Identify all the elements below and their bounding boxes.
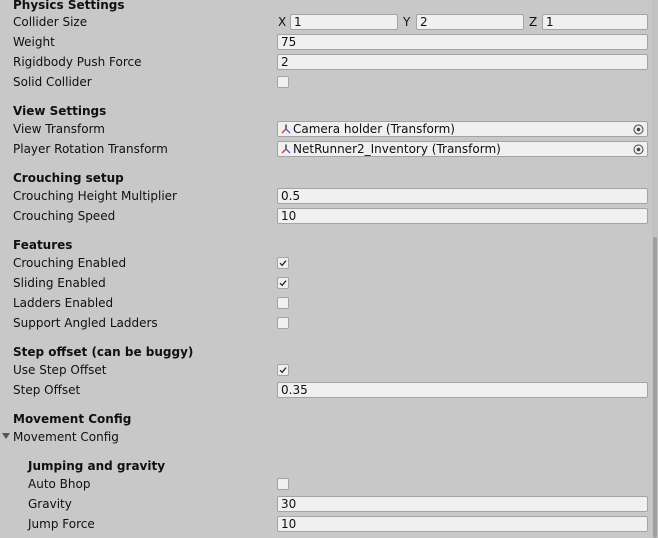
crouching-enabled-row (0, 254, 652, 274)
use-step-offset-label: Use Step Offset (13, 363, 107, 377)
collider-size-x-field[interactable]: 1 (290, 14, 398, 30)
collider-size-label: Collider Size (13, 15, 88, 29)
gravity-field[interactable]: 30 (277, 496, 648, 512)
section-title: View Settings (13, 104, 107, 118)
view-transform-label: View Transform (13, 122, 105, 136)
weight-row (0, 33, 652, 53)
section-title: Step offset (can be buggy) (13, 345, 194, 359)
sliding-enabled-checkbox[interactable] (277, 277, 289, 289)
collider-size-y-field[interactable]: 2 (416, 14, 524, 30)
push-force-label: Rigidbody Push Force (13, 55, 142, 69)
player-rotation-value: NetRunner2_Inventory (Transform) (293, 142, 501, 156)
push-force-field[interactable]: 2 (277, 54, 648, 70)
weight-label: Weight (13, 35, 55, 49)
vertical-scrollbar[interactable] (652, 0, 658, 538)
player-rotation-row (0, 140, 652, 160)
step-offset-label: Step Offset (13, 383, 81, 397)
object-picker-icon[interactable] (633, 144, 644, 155)
sliding-enabled-label: Sliding Enabled (13, 276, 106, 290)
transform-icon (281, 124, 291, 134)
movement-config-foldout[interactable] (0, 428, 652, 448)
angled-ladders-row (0, 314, 652, 334)
section-title: Jumping and gravity (28, 459, 166, 473)
section-title: Crouching setup (13, 171, 124, 185)
gravity-label: Gravity (28, 497, 72, 511)
view-transform-field[interactable] (277, 121, 648, 137)
step-offset-field[interactable]: 0.35 (277, 382, 648, 398)
angled-ladders-checkbox[interactable] (277, 317, 289, 329)
crouching-enabled-checkbox[interactable] (277, 257, 289, 269)
ladders-enabled-row (0, 294, 652, 314)
angled-ladders-label: Support Angled Ladders (13, 316, 158, 330)
object-picker-icon[interactable] (633, 124, 644, 135)
step-offset-header (0, 343, 652, 363)
crouch-speed-label: Crouching Speed (13, 209, 116, 223)
collider-size-row (0, 13, 652, 33)
checkmark-icon (279, 366, 287, 374)
jump-force-label: Jump Force (28, 517, 95, 531)
features-header (0, 236, 652, 256)
jump-force-field[interactable]: 10 (277, 516, 648, 532)
player-rotation-label: Player Rotation Transform (13, 142, 168, 156)
use-step-offset-checkbox[interactable] (277, 364, 289, 376)
collider-size-z-field[interactable]: 1 (542, 14, 648, 30)
ladders-enabled-label: Ladders Enabled (13, 296, 114, 310)
auto-bhop-label: Auto Bhop (28, 477, 91, 491)
solid-collider-label: Solid Collider (13, 75, 92, 89)
checkmark-icon (279, 279, 287, 287)
view-settings-header (0, 102, 652, 122)
x-axis-label[interactable]: X (278, 15, 287, 29)
crouch-height-field[interactable]: 0.5 (277, 188, 648, 204)
gravity-row (0, 495, 652, 515)
section-title: Movement Config (13, 412, 132, 426)
scrollbar-thumb[interactable] (653, 237, 657, 538)
transform-icon (281, 144, 291, 154)
section-title: Physics Settings (13, 0, 125, 12)
solid-collider-row (0, 73, 652, 93)
section-title: Features (13, 238, 73, 252)
jumping-gravity-header (0, 457, 652, 477)
crouch-height-row (0, 187, 652, 207)
solid-collider-checkbox[interactable] (277, 76, 289, 88)
crouch-speed-row (0, 207, 652, 227)
checkmark-icon (279, 259, 287, 267)
y-axis-label[interactable]: Y (403, 15, 411, 29)
foldout-arrow-icon[interactable] (2, 433, 10, 440)
use-step-offset-row (0, 361, 652, 381)
crouch-speed-field[interactable]: 10 (277, 208, 648, 224)
movement-config-header (0, 410, 652, 430)
crouching-setup-header (0, 169, 652, 189)
step-offset-row (0, 381, 652, 401)
jump-force-row (0, 515, 652, 535)
ladders-enabled-checkbox[interactable] (277, 297, 289, 309)
crouching-enabled-label: Crouching Enabled (13, 256, 127, 270)
crouch-height-label: Crouching Height Multiplier (13, 189, 177, 203)
z-axis-label[interactable]: Z (529, 15, 538, 29)
auto-bhop-row (0, 475, 652, 495)
weight-field[interactable]: 75 (277, 34, 648, 50)
auto-bhop-checkbox[interactable] (277, 478, 289, 490)
sliding-enabled-row (0, 274, 652, 294)
view-transform-row (0, 120, 652, 140)
view-transform-value: Camera holder (Transform) (293, 122, 455, 136)
push-force-row (0, 53, 652, 73)
foldout-label[interactable]: Movement Config (13, 430, 119, 444)
player-rotation-field[interactable] (277, 141, 648, 157)
